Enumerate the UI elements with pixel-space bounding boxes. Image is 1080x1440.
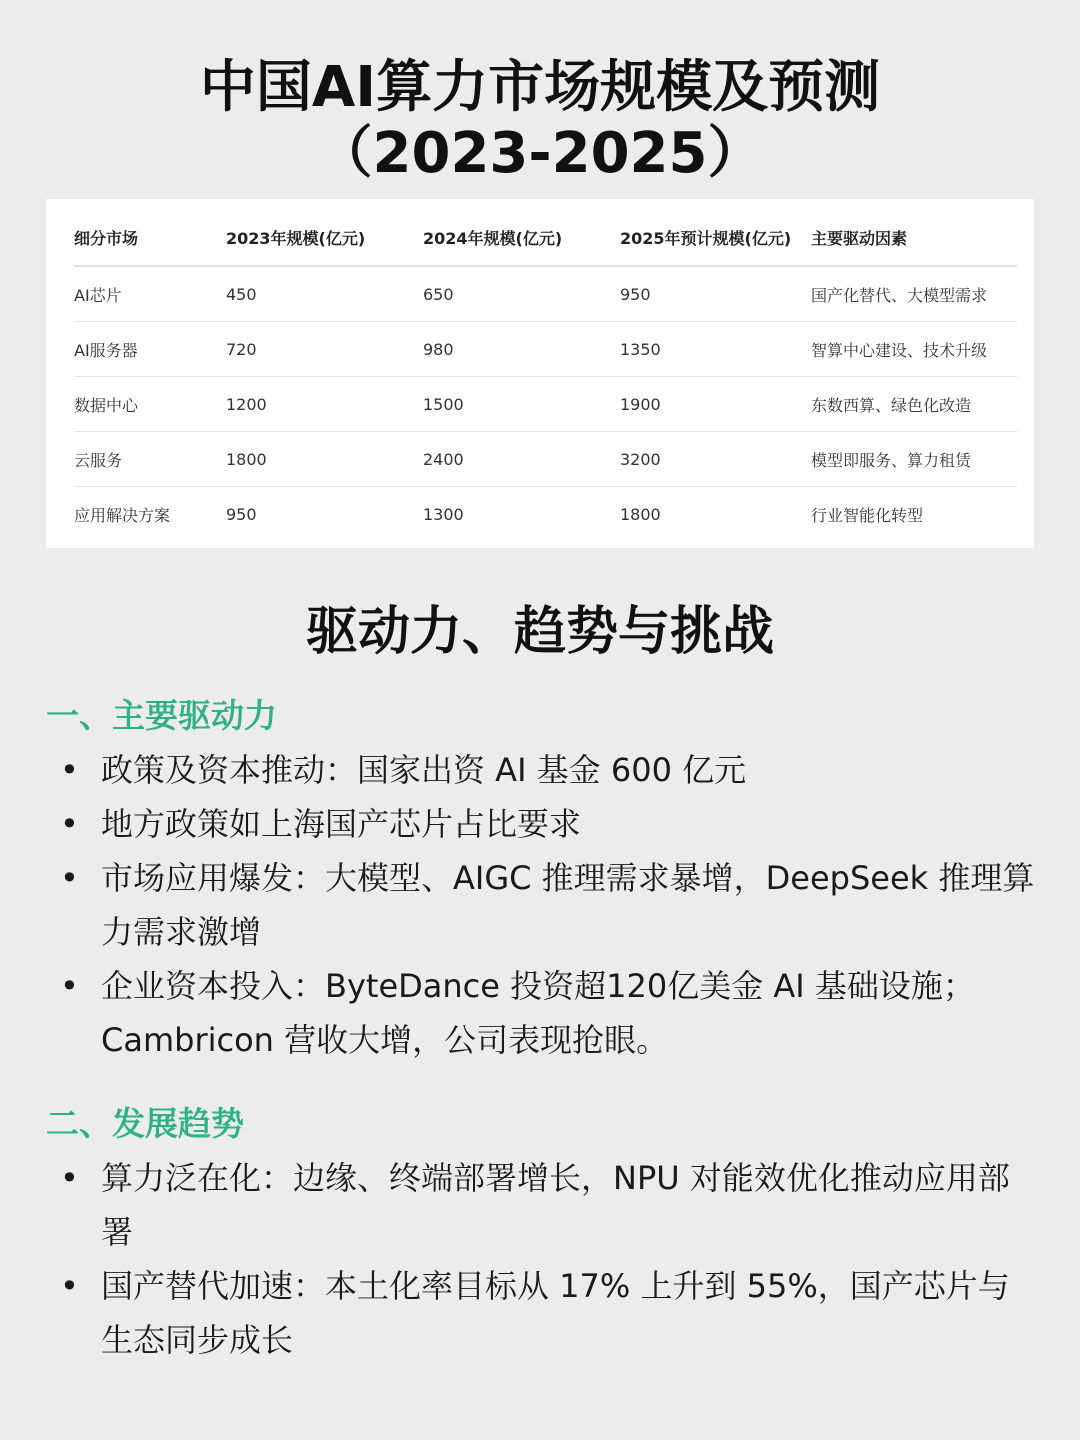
- header-2025: 2025年预计规模(亿元): [620, 209, 811, 266]
- list-item-text: 政策及资本推动：国家出资 AI 基金 600 亿元: [101, 751, 747, 789]
- header-2024: 2024年规模(亿元): [423, 209, 620, 266]
- bullet-icon: •: [60, 751, 79, 789]
- cell-2025: 1800: [620, 504, 661, 524]
- header-segment: 细分市场: [74, 209, 226, 266]
- list-item: [60, 959, 1040, 1067]
- list-item: [60, 851, 1040, 959]
- cell-2025: 3200: [620, 432, 811, 487]
- cell-2023: 1800: [226, 432, 423, 487]
- cell-segment: AI服务器: [74, 322, 226, 377]
- bullet-icon: •: [60, 1159, 79, 1197]
- cell-2025: 1350: [620, 322, 811, 377]
- cell-2024: 650: [423, 266, 620, 322]
- cell-segment: 数据中心: [74, 377, 226, 432]
- cell-2025: 950: [620, 266, 811, 322]
- list-item-text: 国产替代加速：本土化率目标从 17% 上升到 55%，国产芯片与生态同步成长: [101, 1267, 1010, 1359]
- cell-2023: 720: [226, 322, 423, 377]
- list-item-text: 市场应用爆发：大模型、AIGC 推理需求暴增，DeepSeek 推理算力需求激增: [101, 859, 1035, 951]
- cell-drivers: 东数西算、绿色化改造: [811, 377, 1017, 432]
- market-size-table-card: [46, 199, 1034, 548]
- table-row: [74, 322, 1017, 377]
- table-row: [74, 266, 1017, 322]
- page-title-years: （2023-2025）: [316, 121, 764, 186]
- bullet-icon: •: [60, 805, 79, 843]
- cell-2023: 1200: [226, 377, 423, 432]
- trends-heading: 二、发展趋势: [46, 1104, 244, 1143]
- cell-2024: 1500: [423, 377, 620, 432]
- bullet-icon: •: [60, 967, 79, 1005]
- trends-list: [60, 1151, 1040, 1367]
- bullet-icon: •: [60, 859, 79, 897]
- cell-drivers: 行业智能化转型: [811, 505, 924, 525]
- cell-2024: 1300: [423, 504, 464, 524]
- bullet-icon: •: [60, 1267, 79, 1305]
- list-item: [60, 1259, 1040, 1367]
- page-title: 中国AI算力市场规模及预测: [199, 55, 881, 120]
- header-2023: 2023年规模(亿元): [226, 209, 423, 266]
- table-row: [74, 377, 1017, 432]
- cell-drivers: 模型即服务、算力租赁: [811, 432, 1017, 487]
- list-item-text: 算力泛在化：边缘、终端部署增长，NPU 对能效优化推动应用部署: [101, 1159, 1010, 1251]
- table-header-row: [74, 209, 1017, 266]
- market-size-table: [74, 209, 1017, 541]
- section-title: 驱动力、趋势与挑战: [305, 602, 774, 662]
- cell-2024: 2400: [423, 432, 620, 487]
- cell-segment: AI芯片: [74, 266, 226, 322]
- cell-2023: 450: [226, 266, 423, 322]
- table-row: [74, 432, 1017, 487]
- cell-segment: 应用解决方案: [74, 505, 171, 525]
- cell-2024: 980: [423, 322, 620, 377]
- drivers-heading: 一、主要驱动力: [46, 696, 277, 735]
- cell-2023: 950: [226, 504, 257, 524]
- list-item: [60, 797, 1040, 851]
- cell-drivers: 智算中心建设、技术升级: [811, 322, 1017, 377]
- table-row: [74, 487, 1017, 542]
- list-item-text: 地方政策如上海国产芯片占比要求: [101, 805, 582, 843]
- drivers-list: [60, 743, 1040, 1067]
- cell-drivers: 国产化替代、大模型需求: [811, 266, 1017, 322]
- list-item: [60, 743, 1040, 797]
- list-item: [60, 1151, 1040, 1259]
- header-drivers: 主要驱动因素: [811, 209, 1017, 266]
- list-item-text: 企业资本投入：ByteDance 投资超120亿美金 AI 基础设施；Cambricon 营收大增，公司表现抢眼。: [101, 967, 975, 1059]
- cell-segment: 云服务: [74, 432, 226, 487]
- cell-2025: 1900: [620, 377, 811, 432]
